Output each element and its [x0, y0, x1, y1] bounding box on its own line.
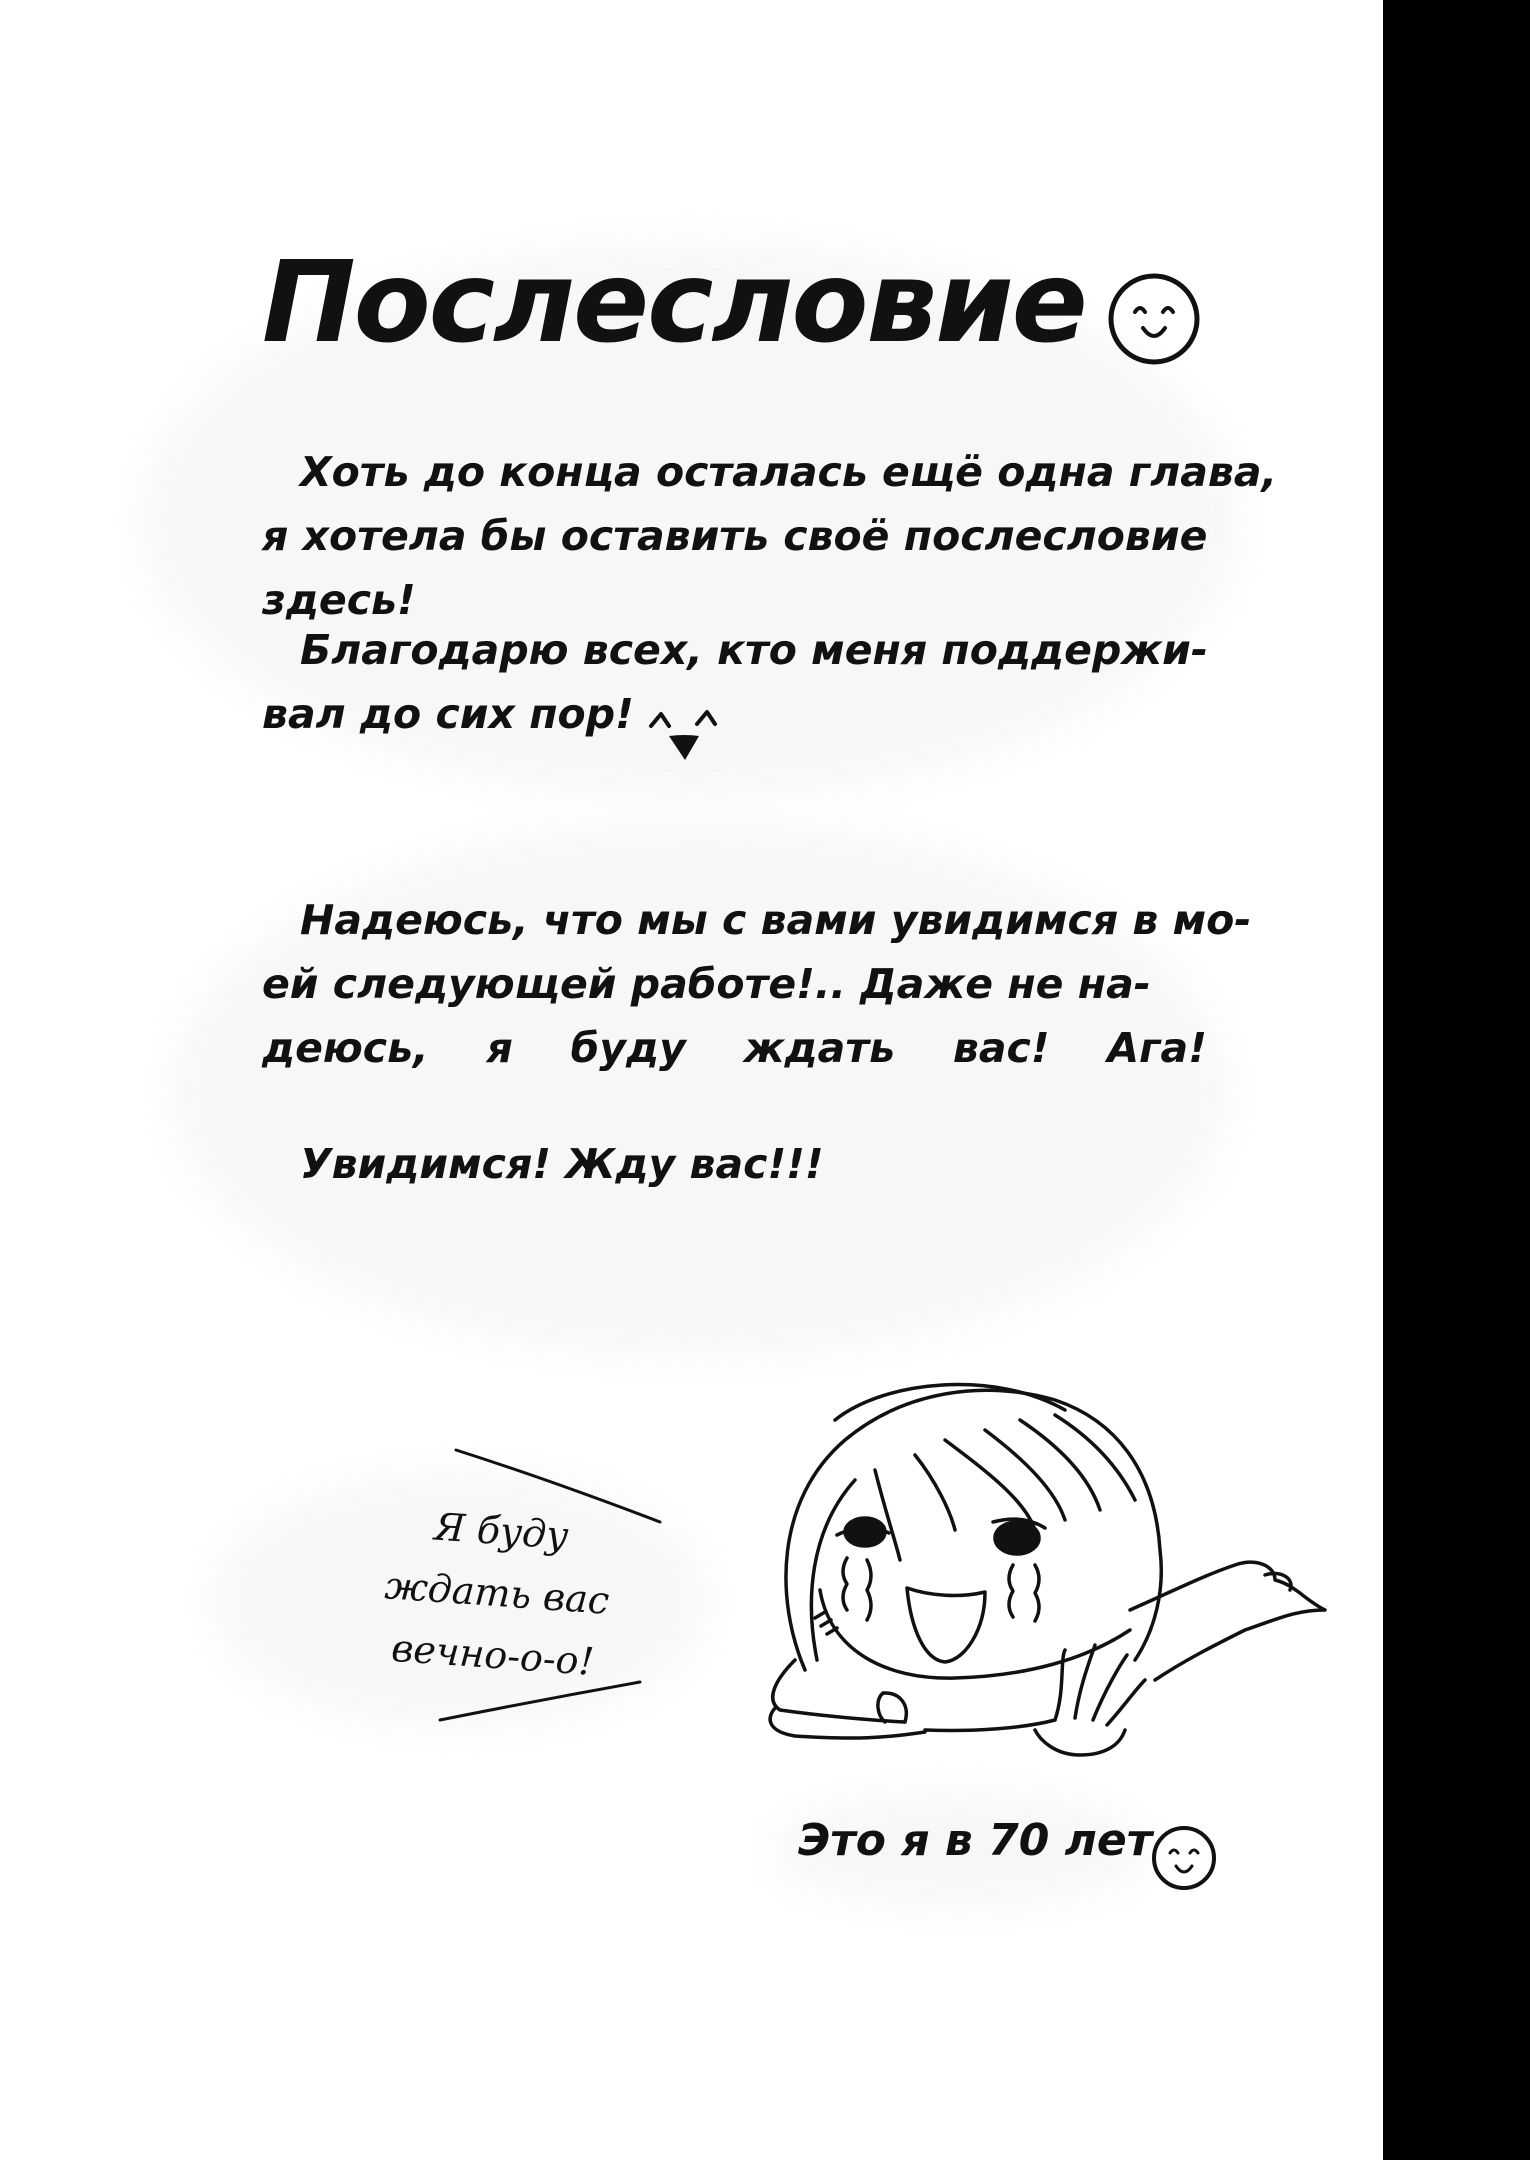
- bubble-line: ждать вас: [383, 1563, 611, 1623]
- text-line: я хотела бы оставить своё послесловие: [262, 512, 1208, 560]
- text-line-justified: [262, 1016, 1207, 1080]
- paragraph-1: [262, 440, 1278, 632]
- text-line: здесь!: [262, 576, 416, 624]
- text-line: Увидимся! Жду вас!!!: [300, 1140, 824, 1188]
- text-line: Надеюсь, что мы с вами увидимся в мо-: [300, 896, 1252, 944]
- text-line: Хоть до конца осталась ещё одна глава,: [300, 448, 1278, 496]
- text-line: Благодарю всех, кто меня поддержи-: [300, 626, 1208, 674]
- crying-old-woman-drawing: [735, 1360, 1355, 1780]
- paragraph-4: [262, 1132, 1217, 1196]
- word: я: [486, 1024, 513, 1072]
- word: деюсь,: [262, 1024, 429, 1072]
- paragraph-2: [262, 618, 1217, 746]
- paragraph-3: [262, 888, 1252, 1080]
- bubble-line: Я буду: [432, 1504, 570, 1558]
- happy-face-icon: [645, 698, 725, 768]
- smiley-face-icon: [1148, 1822, 1220, 1894]
- smiley-face-icon: [1105, 270, 1203, 368]
- word: буду: [570, 1024, 686, 1072]
- caption: Это я в 70 лет: [798, 1815, 1153, 1866]
- word: Ага!: [1107, 1024, 1207, 1072]
- text-line: вал до сих пор!: [262, 690, 634, 738]
- word: ждать: [743, 1024, 896, 1072]
- text-line: ей следующей работе!.. Даже не на-: [262, 960, 1151, 1008]
- word: вас!: [952, 1024, 1050, 1072]
- bubble-line: вечно-о-о!: [389, 1625, 596, 1684]
- scan-edge-black-strip: [1383, 0, 1530, 2160]
- speech-bubble-text: [376, 1492, 618, 1694]
- page-title: Послесловие: [262, 238, 1086, 368]
